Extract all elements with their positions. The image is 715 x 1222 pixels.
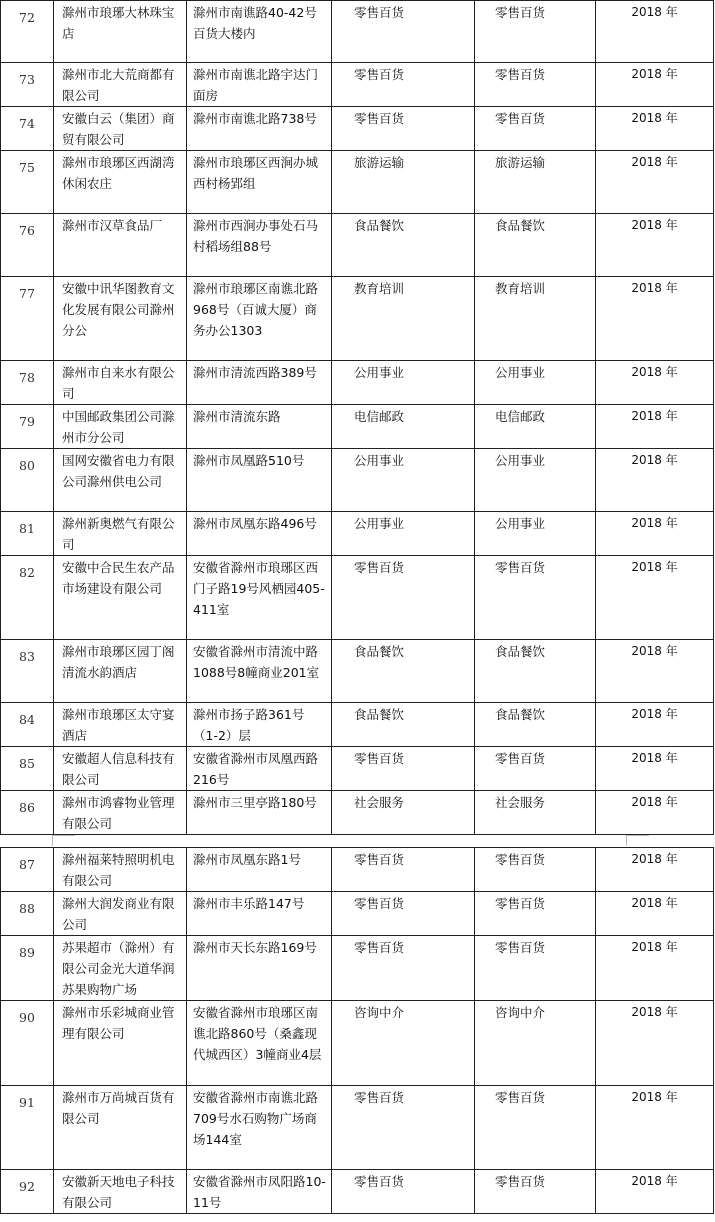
company-address: 安徽省滁州市清流中路1088号8幢商业201室 xyxy=(187,640,332,703)
row-number: 72 xyxy=(1,1,54,63)
year-cell: 2018 年 xyxy=(596,405,714,449)
year-cell: 2018 年 xyxy=(596,640,714,703)
industry-category: 食品餐饮 xyxy=(332,214,475,277)
year-cell: 2018 年 xyxy=(596,151,714,214)
table-row xyxy=(1,747,714,791)
company-address: 滁州市南谯北路738号 xyxy=(187,107,332,151)
year-cell: 2018 年 xyxy=(596,214,714,277)
industry-subcategory: 零售百货 xyxy=(475,936,596,1001)
industry-subcategory: 公用事业 xyxy=(475,361,596,405)
table-row xyxy=(1,703,714,747)
industry-subcategory: 旅游运输 xyxy=(475,151,596,214)
industry-subcategory: 食品餐饮 xyxy=(475,214,596,277)
row-number: 80 xyxy=(1,449,54,512)
company-name: 滁州新奥燃气有限公司 xyxy=(54,512,187,556)
year-cell: 2018 年 xyxy=(596,1170,714,1214)
row-number: 84 xyxy=(1,703,54,747)
industry-subcategory: 食品餐饮 xyxy=(475,703,596,747)
industry-category: 零售百货 xyxy=(332,1,475,63)
company-address: 滁州市天长东路169号 xyxy=(187,936,332,1001)
row-number: 86 xyxy=(1,791,54,835)
company-address: 滁州市西涧办事处石马村稻场组88号 xyxy=(187,214,332,277)
company-name: 滁州市北大荒商都有限公司 xyxy=(54,63,187,107)
industry-category: 零售百货 xyxy=(332,747,475,791)
table-body xyxy=(1,1,714,835)
table-row xyxy=(1,848,714,892)
row-number: 78 xyxy=(1,361,54,405)
row-number: 75 xyxy=(1,151,54,214)
table-row xyxy=(1,556,714,640)
company-name: 滁州市万尚城百货有限公司 xyxy=(54,1086,187,1170)
year-cell: 2018 年 xyxy=(596,512,714,556)
industry-subcategory: 零售百货 xyxy=(475,848,596,892)
company-name: 安徽超人信息科技有限公司 xyxy=(54,747,187,791)
table-row xyxy=(1,1,714,63)
year-cell: 2018 年 xyxy=(596,556,714,640)
year-cell: 2018 年 xyxy=(596,747,714,791)
year-cell: 2018 年 xyxy=(596,107,714,151)
industry-subcategory: 零售百货 xyxy=(475,892,596,936)
industry-category: 社会服务 xyxy=(332,791,475,835)
row-number: 91 xyxy=(1,1086,54,1170)
year-cell: 2018 年 xyxy=(596,277,714,361)
industry-category: 零售百货 xyxy=(332,1170,475,1214)
year-cell: 2018 年 xyxy=(596,1,714,63)
industry-subcategory: 零售百货 xyxy=(475,747,596,791)
industry-subcategory: 零售百货 xyxy=(475,1170,596,1214)
row-number: 90 xyxy=(1,1001,54,1086)
table-row xyxy=(1,640,714,703)
company-address: 滁州市凤凰路510号 xyxy=(187,449,332,512)
company-address: 安徽省滁州市琅琊区南谯北路860号（桑鑫现代城西区）3幢商业4层 xyxy=(187,1001,332,1086)
industry-subcategory: 零售百货 xyxy=(475,556,596,640)
company-name: 滁州市琅琊区园丁阁清流水韵酒店 xyxy=(54,640,187,703)
industry-category: 零售百货 xyxy=(332,936,475,1001)
company-name: 安徽中合民生农产品市场建设有限公司 xyxy=(54,556,187,640)
company-address: 滁州市南谯北路宇达门面房 xyxy=(187,63,332,107)
year-cell: 2018 年 xyxy=(596,1001,714,1086)
table-row xyxy=(1,361,714,405)
industry-category: 旅游运输 xyxy=(332,151,475,214)
page-break-mark-right xyxy=(626,835,649,846)
table-row xyxy=(1,449,714,512)
company-name: 滁州福莱特照明机电有限公司 xyxy=(54,848,187,892)
company-name: 滁州市琅琊大林珠宝店 xyxy=(54,1,187,63)
industry-category: 零售百货 xyxy=(332,107,475,151)
industry-category: 公用事业 xyxy=(332,512,475,556)
industry-category: 食品餐饮 xyxy=(332,703,475,747)
company-name: 安徽白云（集团）商贸有限公司 xyxy=(54,107,187,151)
table-row xyxy=(1,936,714,1001)
row-number: 88 xyxy=(1,892,54,936)
table-row xyxy=(1,63,714,107)
year-cell: 2018 年 xyxy=(596,892,714,936)
year-cell: 2018 年 xyxy=(596,791,714,835)
company-name: 滁州市乐彩城商业管理有限公司 xyxy=(54,1001,187,1086)
industry-category: 公用事业 xyxy=(332,361,475,405)
table-row xyxy=(1,151,714,214)
table-row xyxy=(1,1001,714,1086)
company-name: 滁州市鸿睿物业管理有限公司 xyxy=(54,791,187,835)
company-name: 中国邮政集团公司滁州市分公司 xyxy=(54,405,187,449)
company-address: 安徽省滁州市凤凰西路216号 xyxy=(187,747,332,791)
company-name: 滁州市琅琊区太守宴酒店 xyxy=(54,703,187,747)
row-number: 74 xyxy=(1,107,54,151)
company-address: 滁州市琅琊区西涧办城西村杨郢组 xyxy=(187,151,332,214)
company-name: 安徽新天地电子科技有限公司 xyxy=(54,1170,187,1214)
industry-category: 零售百货 xyxy=(332,1086,475,1170)
industry-category: 零售百货 xyxy=(332,556,475,640)
table-row xyxy=(1,1086,714,1170)
industry-subcategory: 食品餐饮 xyxy=(475,640,596,703)
table-row xyxy=(1,892,714,936)
industry-subcategory: 教育培训 xyxy=(475,277,596,361)
company-address: 滁州市凤凰东路496号 xyxy=(187,512,332,556)
industry-category: 食品餐饮 xyxy=(332,640,475,703)
industry-subcategory: 电信邮政 xyxy=(475,405,596,449)
company-address: 滁州市丰乐路147号 xyxy=(187,892,332,936)
industry-subcategory: 零售百货 xyxy=(475,63,596,107)
industry-category: 零售百货 xyxy=(332,848,475,892)
industry-category: 公用事业 xyxy=(332,449,475,512)
company-address: 滁州市南谯路40-42号百货大楼内 xyxy=(187,1,332,63)
company-name: 安徽中讯华图教育文化发展有限公司滁州分公 xyxy=(54,277,187,361)
industry-category: 零售百货 xyxy=(332,892,475,936)
row-number: 83 xyxy=(1,640,54,703)
company-address: 滁州市凤凰东路1号 xyxy=(187,848,332,892)
company-name: 滁州市汉草食品厂 xyxy=(54,214,187,277)
industry-category: 零售百货 xyxy=(332,63,475,107)
industry-subcategory: 社会服务 xyxy=(475,791,596,835)
row-number: 81 xyxy=(1,512,54,556)
row-number: 76 xyxy=(1,214,54,277)
row-number: 79 xyxy=(1,405,54,449)
year-cell: 2018 年 xyxy=(596,361,714,405)
company-table-part2 xyxy=(0,847,714,1214)
company-address: 滁州市三里亭路180号 xyxy=(187,791,332,835)
industry-subcategory: 公用事业 xyxy=(475,512,596,556)
year-cell: 2018 年 xyxy=(596,936,714,1001)
company-address: 滁州市扬子路361号（1-2）层 xyxy=(187,703,332,747)
year-cell: 2018 年 xyxy=(596,63,714,107)
company-address: 滁州市琅琊区南谯北路968号（百诚大厦）商务办公1303 xyxy=(187,277,332,361)
year-cell: 2018 年 xyxy=(596,1086,714,1170)
table-row xyxy=(1,1170,714,1214)
company-address: 安徽省滁州市南谯北路709号水石购物广场商场144室 xyxy=(187,1086,332,1170)
year-cell: 2018 年 xyxy=(596,703,714,747)
industry-subcategory: 咨询中介 xyxy=(475,1001,596,1086)
company-address: 滁州市清流西路389号 xyxy=(187,361,332,405)
row-number: 85 xyxy=(1,747,54,791)
industry-subcategory: 零售百货 xyxy=(475,1,596,63)
company-name: 滁州大润发商业有限公司 xyxy=(54,892,187,936)
industry-subcategory: 零售百货 xyxy=(475,1086,596,1170)
table-row xyxy=(1,214,714,277)
company-name: 苏果超市（滁州）有限公司金光大道华润苏果购物广场 xyxy=(54,936,187,1001)
company-name: 滁州市自来水有限公司 xyxy=(54,361,187,405)
row-number: 89 xyxy=(1,936,54,1001)
table-row xyxy=(1,512,714,556)
row-number: 82 xyxy=(1,556,54,640)
table-row xyxy=(1,277,714,361)
industry-category: 教育培训 xyxy=(332,277,475,361)
company-address: 滁州市清流东路 xyxy=(187,405,332,449)
company-name: 国网安徽省电力有限公司滁州供电公司 xyxy=(54,449,187,512)
year-cell: 2018 年 xyxy=(596,848,714,892)
industry-category: 电信邮政 xyxy=(332,405,475,449)
row-number: 77 xyxy=(1,277,54,361)
year-cell: 2018 年 xyxy=(596,449,714,512)
table-body xyxy=(1,848,714,1214)
table-row xyxy=(1,791,714,835)
row-number: 92 xyxy=(1,1170,54,1214)
company-address: 安徽省滁州市琅琊区西门子路19号风栖园405-411室 xyxy=(187,556,332,640)
company-address: 安徽省滁州市凤阳路10-11号 xyxy=(187,1170,332,1214)
row-number: 87 xyxy=(1,848,54,892)
table-row xyxy=(1,107,714,151)
industry-subcategory: 公用事业 xyxy=(475,449,596,512)
industry-category: 咨询中介 xyxy=(332,1001,475,1086)
industry-subcategory: 零售百货 xyxy=(475,107,596,151)
row-number: 73 xyxy=(1,63,54,107)
company-name: 滁州市琅琊区西湖湾休闲农庄 xyxy=(54,151,187,214)
table-row xyxy=(1,405,714,449)
page-break-mark-left xyxy=(52,835,75,846)
